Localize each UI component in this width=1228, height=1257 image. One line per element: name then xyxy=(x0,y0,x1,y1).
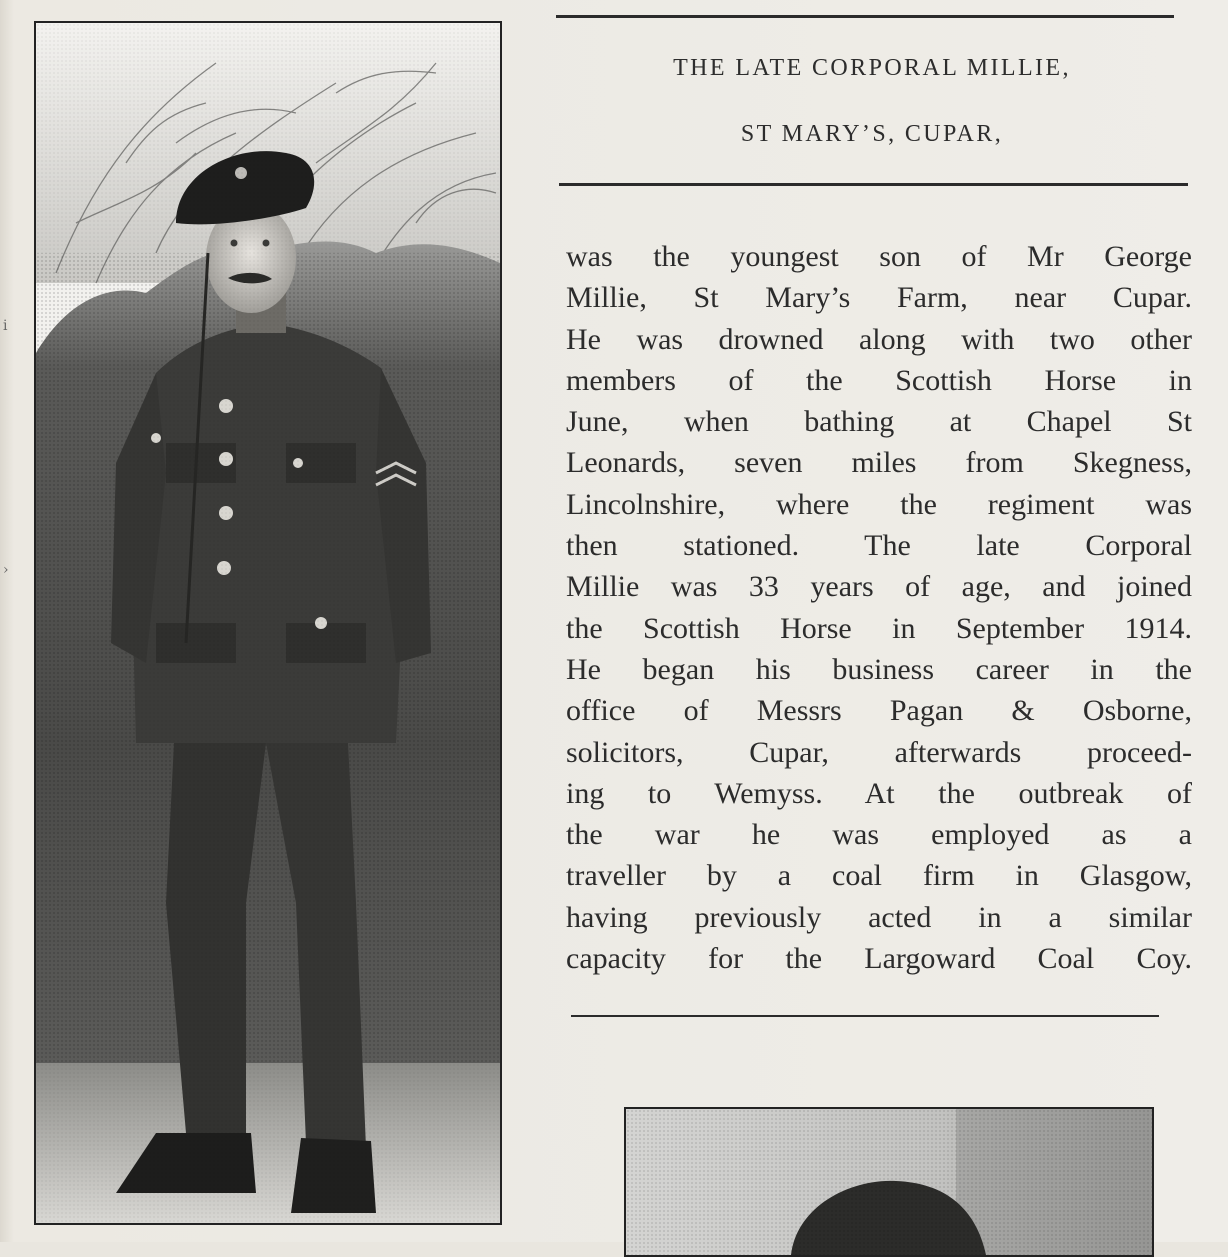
article-line: the Scottish Horse in September 1914. xyxy=(566,611,1192,645)
article-line: He began his business career in the xyxy=(566,652,1192,686)
article-line: Leonards, seven miles from Skegness, xyxy=(566,446,1192,480)
article-line: having previously acted in a similar xyxy=(566,900,1192,934)
article-line: June, when bathing at Chapel St xyxy=(566,405,1192,439)
headline-rule xyxy=(559,183,1188,186)
second-photograph xyxy=(624,1107,1154,1257)
article-line: Lincolnshire, where the regiment was xyxy=(566,487,1192,521)
article-line: office of Messrs Pagan & Osborne, xyxy=(566,694,1192,728)
article-line: He was drowned along with two other xyxy=(566,322,1192,356)
soldier-photograph xyxy=(34,21,502,1225)
article-line: Millie was 33 years of age, and joined xyxy=(566,570,1192,604)
soldier-photo-image xyxy=(36,23,500,1223)
second-photo-image xyxy=(626,1109,1152,1255)
edge-mark: › xyxy=(3,562,9,578)
article-line: the war he was employed as a xyxy=(566,818,1192,852)
top-rule xyxy=(556,15,1174,18)
headline-name: THE LATE CORPORAL MILLIE, xyxy=(673,55,1071,81)
article-line: solicitors, Cupar, afterwards proceed- xyxy=(566,735,1192,769)
headline-place: ST MARY’S, CUPAR, xyxy=(740,121,1004,147)
article-line: capacity for the Largoward Coal Coy. xyxy=(566,942,1192,976)
article-line: traveller by a coal firm in Glasgow, xyxy=(566,859,1192,893)
article-end-rule xyxy=(571,1015,1159,1017)
article-line: ing to Wemyss. At the outbreak of xyxy=(566,776,1192,810)
article-line: then stationed. The late Corporal xyxy=(566,529,1192,563)
article-line: members of the Scottish Horse in xyxy=(566,363,1192,397)
edge-mark: i xyxy=(3,318,8,334)
article-line: was the youngest son of Mr George xyxy=(566,240,1192,273)
article-line: Millie, St Mary’s Farm, near Cupar. xyxy=(566,281,1192,315)
article-body xyxy=(566,236,1192,979)
